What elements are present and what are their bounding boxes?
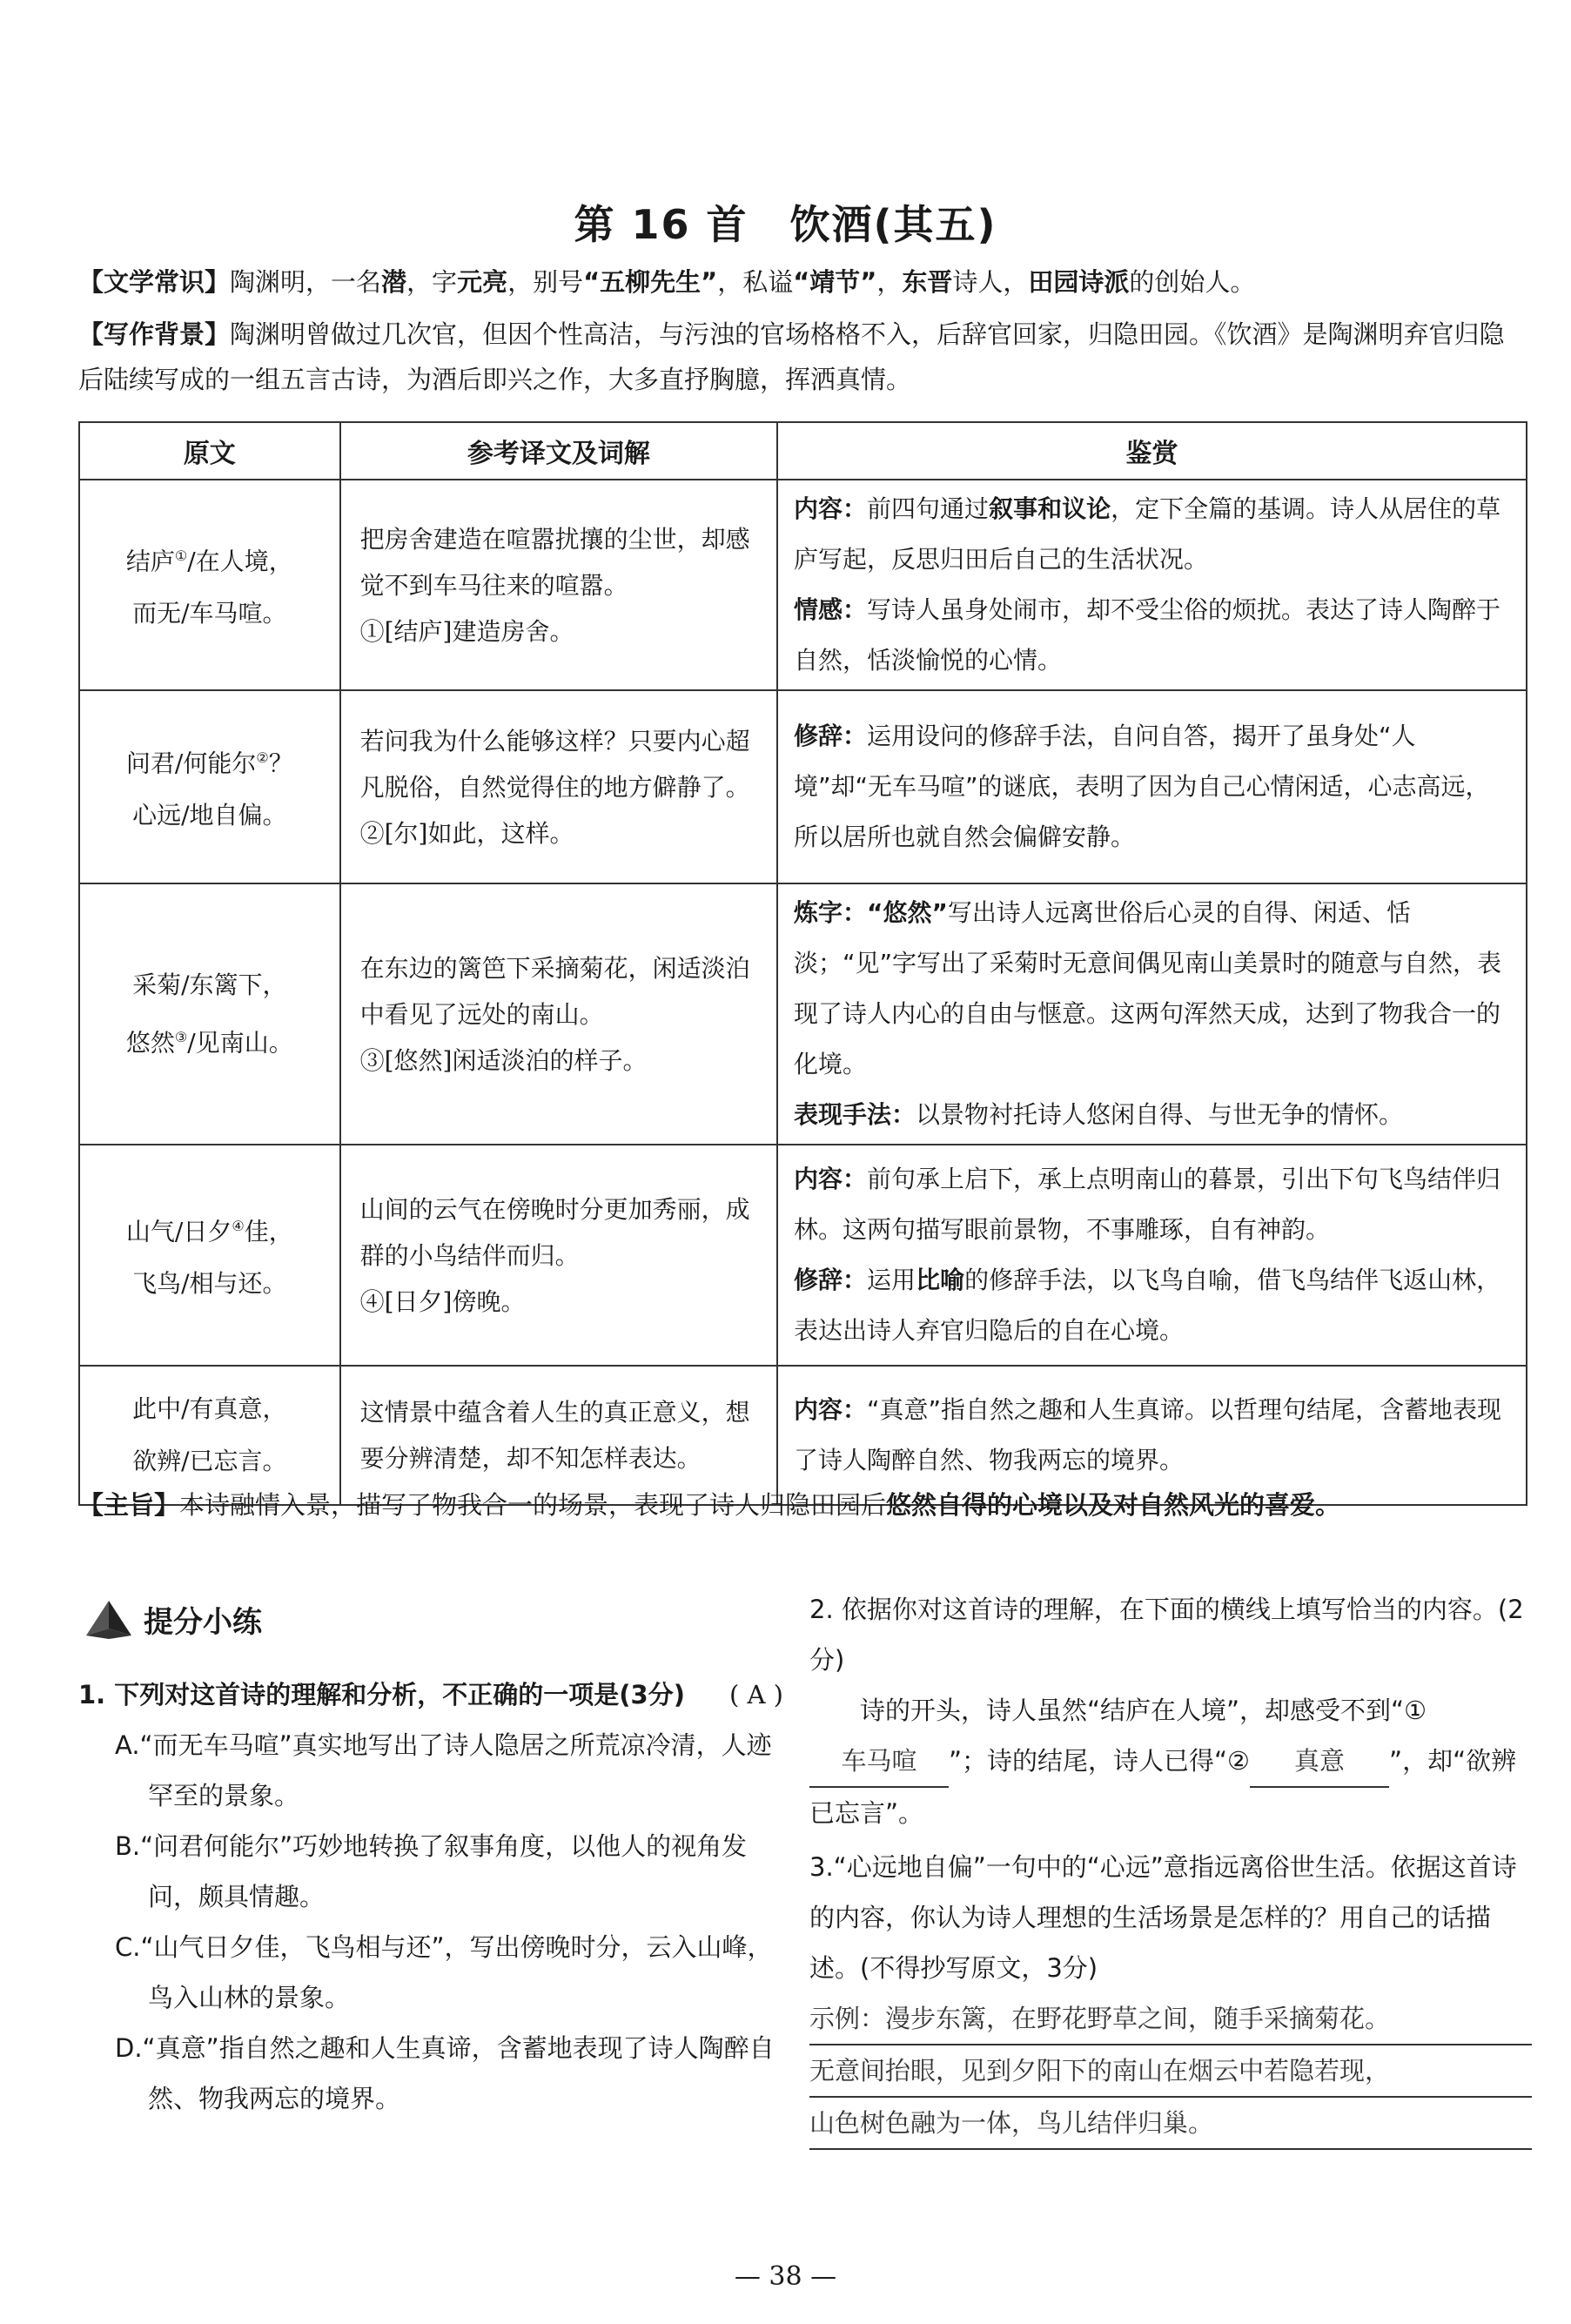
knowledge-text: ，私谥 [717, 267, 794, 297]
drill-section-title [83, 1597, 262, 1641]
q1-stem: 1. 下列对这首诗的理解和分析，不正确的一项是(3分) ( A ) [78, 1669, 792, 1720]
appreciation: 炼字：“悠然”写出诗人远离世俗后心灵的自得、闲适、恬淡；“见”字写出了采菊时无意间偶见南山美景时的随意与自然，表现了诗人内心的自由与惬意。这两句浑然天成，达到了物我合一的化境。 表现手法：以景物衬托诗人悠闲自得、与世无争的情怀。 [777, 883, 1527, 1145]
appreciation: 内容：前四句通过叙事和议论，定下全篇的基调。诗人从居住的草庐写起，反思归田后自己的生活状况。 情感：写诗人虽身处闹市，却不受尘俗的烦扰。表达了诗人陶醉于自然，恬淡愉悦的心情。 [777, 480, 1527, 690]
translation: 这情景中蕴含着人生的真正意义，想要分辨清楚，却不知怎样表达。 [340, 1366, 777, 1505]
knowledge-text: ，字 [406, 267, 458, 297]
q3-answer-line: 示例：漫步东篱，在野花野草之间，随手采摘菊花。 [809, 1993, 1532, 2045]
q3-stem: 3.“心远地自偏”一句中的“心远”意指远离俗世生活。依据这首诗的内容，你认为诗人理想的生活场景是怎样的？用自己的话描述。(不得抄写原文，3分) [809, 1852, 1517, 1983]
appreciation: 修辞：运用设问的修辞手法，自问自答，揭开了虽身处“人境”却“无车马喧”的谜底，表明了因为自己心情闲适，心志高远，所以居所也就自然会偏僻安静。 [777, 690, 1527, 883]
main-idea-tag: 【主旨】 [78, 1490, 180, 1520]
knowledge-shi: “靖节” [793, 267, 877, 297]
q1-option-b: B.“问君何能尔”巧妙地转换了叙事角度，以他人的视角发问，颇具情趣。 [115, 1831, 748, 1911]
question-2-3 [809, 1584, 1532, 2150]
knowledge-tag: 【文学常识】 [78, 267, 231, 297]
table-row [79, 883, 1527, 1145]
table-row [79, 480, 1527, 690]
translation: 若问我为什么能够这样？只要内心超凡脱俗，自然觉得住的地方僻静了。 ②[尔]如此，这样。 [340, 690, 777, 883]
knowledge-text: 诗人， [952, 267, 1029, 297]
table-row [79, 1145, 1527, 1366]
literary-knowledge [78, 259, 1519, 305]
original-text: 山气/日夕④佳， 飞鸟/相与还。 [79, 1145, 340, 1366]
header-appreciation: 鉴赏 [777, 422, 1527, 480]
page-title: 第 16 首 饮酒(其五) [574, 201, 997, 248]
q2-fill-2[interactable]: 真意 [1250, 1736, 1389, 1788]
background-tag: 【写作背景】 [78, 319, 231, 349]
table-header [79, 422, 1527, 480]
knowledge-zi: 元亮 [457, 267, 508, 297]
q1-answer: ( A ) [728, 1680, 783, 1709]
translation: 在东边的篱笆下采摘菊花，闲适淡泊中看见了远处的南山。 ③[悠然]闲适淡泊的样子。 [340, 883, 777, 1145]
knowledge-text: ，别号 [507, 267, 584, 297]
q3-answer-lines[interactable] [809, 1993, 1532, 2150]
knowledge-school: 田园诗派 [1028, 267, 1130, 297]
knowledge-name: 潜 [381, 267, 407, 297]
knowledge-text: ， [876, 267, 903, 297]
appreciation: 内容：前句承上启下，承上点明南山的暮景，引出下句飞鸟结伴归林。这两句描写眼前景物，不事雕琢，自有神韵。 修辞：运用比喻的修辞手法，以飞鸟自喻，借飞鸟结伴飞返山林，表达出诗人弃官归隐后的自在心境。 [777, 1145, 1527, 1366]
q1-option-c: C.“山气日夕佳，飞鸟相与还”，写出傍晚时分，云入山峰，鸟入山林的景象。 [115, 1932, 773, 2012]
q1-option-d: D.“真意”指自然之趣和人生真谛，含蓄地表现了诗人陶醉自然、物我两忘的境界。 [115, 2033, 775, 2113]
appreciation: 内容：“真意”指自然之趣和人生真谛。以哲理句结尾，含蓄地表现了诗人陶醉自然、物我两忘的境界。 [777, 1366, 1527, 1505]
original-text: 此中/有真意， 欲辨/已忘言。 [79, 1366, 340, 1505]
header-original: 原文 [79, 422, 340, 480]
table-row [79, 690, 1527, 883]
q3-answer-line: 山色树色融为一体，鸟儿结伴归巢。 [809, 2098, 1532, 2150]
q1-option-a: A.“而无车马喧”真实地写出了诗人隐居之所荒凉冷清，人迹罕至的景象。 [115, 1730, 772, 1810]
q2-fill-1[interactable]: 车马喧 [809, 1736, 949, 1788]
question-1 [78, 1669, 792, 2124]
original-text: 结庐①/在人境， 而无/车马喧。 [79, 480, 340, 690]
writing-background [78, 312, 1519, 402]
header-translation: 参考译文及词解 [340, 422, 777, 480]
main-idea [78, 1480, 1527, 1530]
q3-answer-line: 无意间抬眼，见到夕阳下的南山在烟云中若隐若现， [809, 2045, 1532, 2098]
translation: 山间的云气在傍晚时分更加秀丽，成群的小鸟结伴而归。 ④[日夕]傍晚。 [340, 1145, 777, 1366]
q2-stem: 2. 依据你对这首诗的理解，在下面的横线上填写恰当的内容。(2分) [809, 1595, 1524, 1675]
original-text: 采菊/东篱下， 悠然③/见南山。 [79, 883, 340, 1145]
poem-table [78, 421, 1527, 1506]
main-idea-text: 本诗融情入景，描写了物我合一的场景，表现了诗人归隐田园后 [179, 1490, 887, 1520]
drill-title: 提分小练 [144, 1604, 262, 1640]
knowledge-dynasty: 东晋 [902, 267, 953, 297]
original-text: 问君/何能尔②？ 心远/地自偏。 [79, 690, 340, 883]
q2-body: 诗的开头，诗人虽然“结庐在人境”，却感受不到“①车马喧 ”；诗的结尾，诗人已得“② 真意 ”，却“欲辨已忘言”。 [809, 1696, 1517, 1828]
pyramid-icon [83, 1597, 135, 1641]
knowledge-text: 的创始人。 [1129, 267, 1256, 297]
knowledge-hao: “五柳先生” [583, 267, 718, 297]
knowledge-text: 陶渊明，一名 [230, 267, 382, 297]
background-text: 陶渊明曾做过几次官，但因个性高洁，与污浊的官场格格不入，后辞官回家，归隐田园。《饮酒》是陶渊明弃官归隐后陆续写成的一组五言古诗，为酒后即兴之作，大多直抒胸臆，挥洒真情。 [78, 319, 1505, 394]
main-idea-bold: 悠然自得的心境以及对自然风光的喜爱。 [886, 1490, 1341, 1520]
translation: 把房舍建造在喧嚣扰攘的尘世，却感觉不到车马往来的喧嚣。 ①[结庐]建造房舍。 [340, 480, 777, 690]
page-number: — 38 — [734, 2261, 837, 2292]
